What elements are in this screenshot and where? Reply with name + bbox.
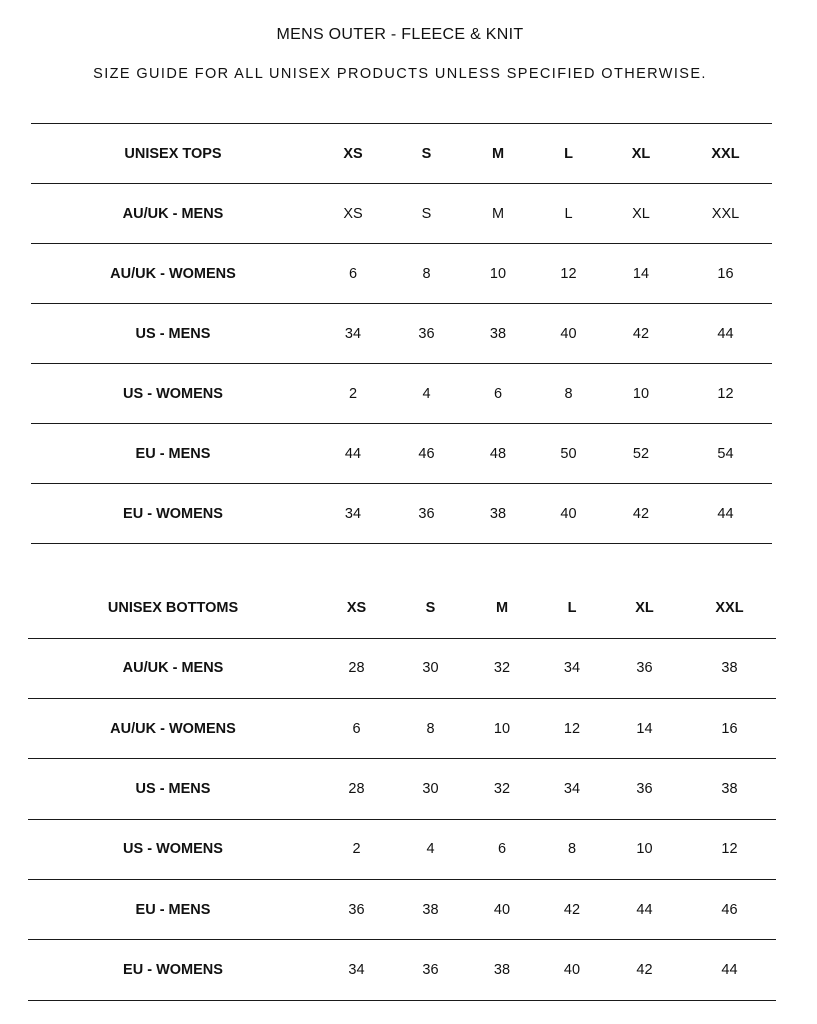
size-value-cell: 30 — [395, 638, 466, 698]
size-value-cell: 36 — [391, 484, 462, 544]
size-value-cell: 34 — [315, 484, 391, 544]
size-value-cell: 6 — [466, 819, 538, 879]
size-value-cell: 8 — [534, 364, 603, 424]
table-row — [31, 364, 772, 424]
size-value-cell: 44 — [679, 484, 772, 544]
row-label-cell: EU - WOMENS — [28, 940, 318, 1000]
row-label-cell: US - WOMENS — [28, 819, 318, 879]
row-label-cell: AU/UK - WOMENS — [28, 699, 318, 759]
table-header-row — [28, 578, 776, 638]
size-value-cell: 10 — [606, 819, 683, 879]
table-row — [28, 759, 776, 819]
size-value-cell: 16 — [679, 244, 772, 304]
size-value-cell: 44 — [606, 879, 683, 939]
size-value-cell: 40 — [534, 304, 603, 364]
row-label-cell: US - WOMENS — [31, 364, 315, 424]
size-value-cell: 28 — [318, 759, 395, 819]
table-row — [31, 484, 772, 544]
size-value-cell: 2 — [315, 364, 391, 424]
table-row — [31, 304, 772, 364]
size-value-cell: 12 — [679, 364, 772, 424]
size-value-cell: 34 — [315, 304, 391, 364]
table-row — [31, 424, 772, 484]
row-label-cell: EU - MENS — [31, 424, 315, 484]
size-value-cell: XS — [315, 184, 391, 244]
tops-size-table — [31, 123, 772, 544]
size-header-cell: XXL — [679, 124, 772, 184]
size-value-cell: 6 — [318, 699, 395, 759]
size-value-cell: 38 — [683, 638, 776, 698]
size-value-cell: 8 — [395, 699, 466, 759]
size-value-cell: 28 — [318, 638, 395, 698]
row-label-cell: US - MENS — [28, 759, 318, 819]
size-value-cell: 10 — [603, 364, 679, 424]
table-row — [31, 184, 772, 244]
size-value-cell: 40 — [538, 940, 606, 1000]
size-header-cell: XL — [603, 124, 679, 184]
size-value-cell: 44 — [683, 940, 776, 1000]
size-value-cell: 36 — [391, 304, 462, 364]
size-value-cell: 50 — [534, 424, 603, 484]
size-value-cell: 36 — [318, 879, 395, 939]
size-header-cell: XL — [606, 578, 683, 638]
page-subtitle: SIZE GUIDE FOR ALL UNISEX PRODUCTS UNLESS SPECIFIED OTHERWISE. — [93, 66, 707, 82]
size-value-cell: 12 — [683, 819, 776, 879]
size-value-cell: XL — [603, 184, 679, 244]
size-value-cell: 4 — [391, 364, 462, 424]
size-value-cell: 12 — [534, 244, 603, 304]
size-value-cell: 40 — [534, 484, 603, 544]
size-value-cell: 48 — [462, 424, 534, 484]
bottoms-table-body — [28, 578, 776, 1000]
size-value-cell: 42 — [606, 940, 683, 1000]
size-value-cell: 30 — [395, 759, 466, 819]
row-label-cell: US - MENS — [31, 304, 315, 364]
size-value-cell: 42 — [603, 304, 679, 364]
size-value-cell: 36 — [606, 759, 683, 819]
size-value-cell: 46 — [683, 879, 776, 939]
size-value-cell: L — [534, 184, 603, 244]
size-value-cell: S — [391, 184, 462, 244]
size-value-cell: 10 — [462, 244, 534, 304]
size-value-cell: 8 — [538, 819, 606, 879]
size-header-cell: S — [391, 124, 462, 184]
size-value-cell: 38 — [462, 304, 534, 364]
table-header-row — [31, 124, 772, 184]
bottoms-size-table — [28, 578, 776, 1001]
size-value-cell: 42 — [538, 879, 606, 939]
table-row — [31, 244, 772, 304]
size-value-cell: 8 — [391, 244, 462, 304]
size-header-cell: XS — [318, 578, 395, 638]
row-label-cell: EU - MENS — [28, 879, 318, 939]
row-label-cell: AU/UK - MENS — [28, 638, 318, 698]
table-row — [28, 879, 776, 939]
table-row — [28, 638, 776, 698]
size-value-cell: 44 — [679, 304, 772, 364]
size-value-cell: 12 — [538, 699, 606, 759]
row-label-cell: AU/UK - WOMENS — [31, 244, 315, 304]
size-value-cell: 38 — [683, 759, 776, 819]
size-value-cell: 38 — [466, 940, 538, 1000]
size-header-cell: L — [538, 578, 606, 638]
size-header-cell: M — [466, 578, 538, 638]
size-value-cell: 46 — [391, 424, 462, 484]
size-value-cell: 32 — [466, 638, 538, 698]
size-value-cell: 38 — [395, 879, 466, 939]
size-value-cell: 54 — [679, 424, 772, 484]
tops-table-body — [31, 124, 772, 544]
table-row — [28, 940, 776, 1000]
size-value-cell: 36 — [395, 940, 466, 1000]
size-header-cell: XS — [315, 124, 391, 184]
size-value-cell: 14 — [603, 244, 679, 304]
size-value-cell: 36 — [606, 638, 683, 698]
size-header-cell: XXL — [683, 578, 776, 638]
row-label-cell: AU/UK - MENS — [31, 184, 315, 244]
size-value-cell: 10 — [466, 699, 538, 759]
size-header-cell: S — [395, 578, 466, 638]
size-value-cell: 16 — [683, 699, 776, 759]
size-value-cell: 34 — [538, 759, 606, 819]
row-label-cell: EU - WOMENS — [31, 484, 315, 544]
size-value-cell: 52 — [603, 424, 679, 484]
size-value-cell: 42 — [603, 484, 679, 544]
table-row — [28, 699, 776, 759]
size-value-cell: 40 — [466, 879, 538, 939]
size-value-cell: 34 — [318, 940, 395, 1000]
size-value-cell: 6 — [315, 244, 391, 304]
size-value-cell: 6 — [462, 364, 534, 424]
page-title: MENS OUTER - FLEECE & KNIT — [276, 26, 524, 43]
size-value-cell: XXL — [679, 184, 772, 244]
table-title-cell: UNISEX TOPS — [31, 124, 315, 184]
size-value-cell: 32 — [466, 759, 538, 819]
table-row — [28, 819, 776, 879]
size-value-cell: 38 — [462, 484, 534, 544]
size-value-cell: M — [462, 184, 534, 244]
size-value-cell: 34 — [538, 638, 606, 698]
size-header-cell: L — [534, 124, 603, 184]
size-value-cell: 4 — [395, 819, 466, 879]
size-header-cell: M — [462, 124, 534, 184]
size-value-cell: 14 — [606, 699, 683, 759]
size-value-cell: 2 — [318, 819, 395, 879]
size-value-cell: 44 — [315, 424, 391, 484]
table-title-cell: UNISEX BOTTOMS — [28, 578, 318, 638]
